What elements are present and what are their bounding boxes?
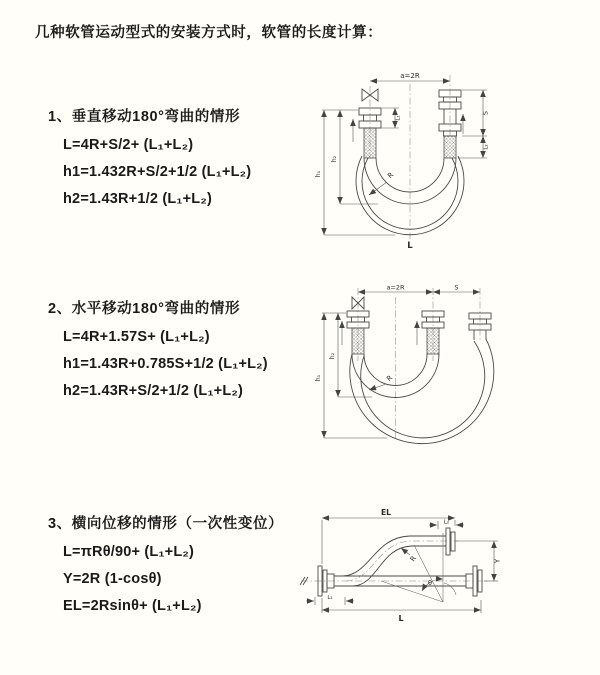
diagram-vertical-180-bend bbox=[310, 62, 550, 252]
dim-el-label: EL bbox=[381, 508, 391, 517]
braided-section bbox=[364, 128, 376, 158]
section-3-formula-EL: EL=2Rsinθ+ (L₁+L₂) bbox=[63, 598, 202, 614]
radius-callout bbox=[369, 171, 395, 195]
section-1-formula-L: L=4R+S/2+ (L₁+L₂) bbox=[63, 137, 194, 153]
dim-l2 bbox=[458, 136, 490, 158]
dim-h1 bbox=[315, 110, 395, 235]
section-1-formula-h1: h1=1.432R+S/2+1/2 (L₁+L₂) bbox=[63, 164, 252, 180]
dim-h1 bbox=[315, 313, 387, 438]
dim-y-label: Y bbox=[493, 558, 502, 564]
braided-section bbox=[427, 328, 439, 354]
angle-construction bbox=[381, 533, 456, 602]
section-3-heading: 3、横向位移的情形（一次性变位） bbox=[48, 516, 284, 532]
section-2-heading: 2、水平移动180°弯曲的情形 bbox=[48, 301, 241, 317]
dim-s bbox=[433, 284, 480, 293]
page-title: 几种软管运动型式的安装方式时，软管的长度计算： bbox=[35, 25, 383, 41]
radius-label: R bbox=[385, 373, 395, 384]
dim-l1 bbox=[306, 595, 354, 605]
dim-l1-label: L₁ bbox=[395, 115, 402, 121]
dim-L-label: L bbox=[407, 241, 413, 251]
section-2-formula-h2: h2=1.43R+S/2+1/2 (L₁+L₂) bbox=[63, 383, 244, 399]
diagram-lateral-displacement bbox=[298, 503, 510, 648]
dim-l2-label: L₂ bbox=[483, 144, 490, 150]
section-1-heading: 1、垂直移动180°弯曲的情形 bbox=[48, 109, 241, 125]
dim-h1-label: h₁ bbox=[315, 374, 322, 382]
dim-l bbox=[322, 598, 481, 623]
radius-label: R bbox=[408, 554, 419, 564]
dim-h1-label: h₁ bbox=[315, 170, 322, 178]
radius-callout bbox=[401, 548, 418, 563]
braided-section bbox=[444, 136, 456, 158]
hose-u-bend-position-2 bbox=[350, 339, 494, 444]
dim-s-label: S bbox=[481, 110, 490, 116]
section-2-formula-h1: h1=1.43R+0.785S+1/2 (L₁+L₂) bbox=[63, 356, 268, 372]
dim-s-label: S bbox=[454, 283, 459, 292]
dim-a2r-label: a=2R bbox=[386, 283, 405, 292]
centerlines bbox=[370, 75, 450, 242]
dim-y bbox=[456, 541, 502, 581]
dim-h2-label: h₂ bbox=[329, 352, 336, 360]
right-pipe bbox=[439, 90, 461, 158]
section-3 bbox=[48, 512, 283, 614]
diagram-horizontal-180-bend bbox=[312, 283, 497, 463]
section-1 bbox=[48, 105, 251, 207]
dim-h2-label: h₂ bbox=[331, 155, 338, 163]
centerlines bbox=[358, 288, 480, 441]
section-2-formula-L: L=4R+1.57S+ (L₁+L₂) bbox=[63, 329, 210, 345]
section-2 bbox=[48, 297, 268, 399]
radius-label: R bbox=[386, 170, 396, 181]
dim-l2-label: L₂ bbox=[443, 519, 450, 526]
section-3-formula-Y: Y=2R (1-cosθ) bbox=[63, 571, 162, 587]
section-1-formula-h2: h2=1.43R+1/2 (L₁+L₂) bbox=[63, 191, 213, 207]
angle-theta-label: θ bbox=[428, 579, 432, 587]
dim-l-label: L bbox=[398, 614, 404, 623]
dim-s bbox=[462, 90, 490, 136]
dim-a2r bbox=[370, 72, 450, 81]
dim-l1 bbox=[378, 108, 402, 128]
dim-a2r-label: a=2R bbox=[400, 72, 420, 80]
right-upper-flange bbox=[446, 528, 455, 555]
hose-displaced-position bbox=[343, 536, 458, 586]
braided-section bbox=[352, 328, 364, 354]
dim-a2r bbox=[358, 284, 433, 293]
section-3-formula-L: L=πRθ/90+ (L₁+L₂) bbox=[63, 544, 195, 560]
dim-l1-label: L₁ bbox=[327, 595, 333, 601]
